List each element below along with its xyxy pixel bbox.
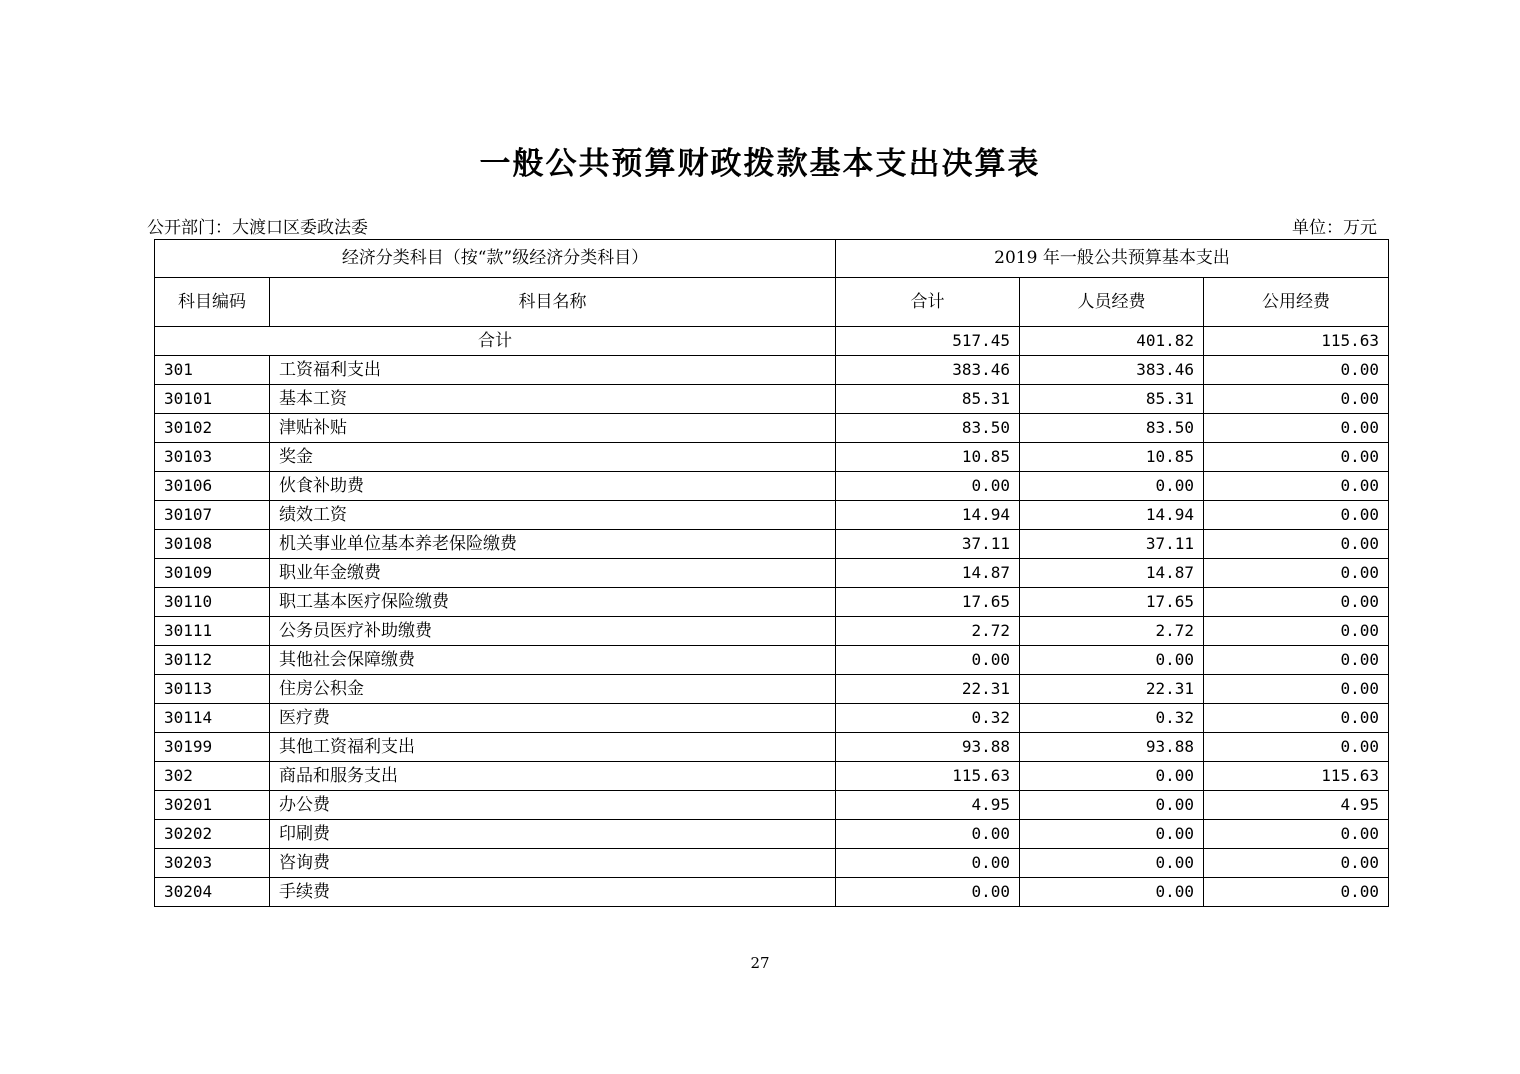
row-code: 302 — [155, 762, 270, 791]
row-personnel: 0.00 — [1020, 878, 1204, 907]
row-total: 0.00 — [836, 646, 1020, 675]
row-total: 14.94 — [836, 501, 1020, 530]
header-total: 合计 — [836, 278, 1020, 327]
row-public: 0.00 — [1204, 878, 1389, 907]
row-name: 公务员医疗补助缴费 — [270, 617, 836, 646]
row-name: 职业年金缴费 — [270, 559, 836, 588]
row-name: 商品和服务支出 — [270, 762, 836, 791]
row-public: 0.00 — [1204, 849, 1389, 878]
row-total: 0.00 — [836, 878, 1020, 907]
row-total: 383.46 — [836, 356, 1020, 385]
row-code: 30101 — [155, 385, 270, 414]
row-code: 30114 — [155, 704, 270, 733]
row-code: 30203 — [155, 849, 270, 878]
row-public: 0.00 — [1204, 356, 1389, 385]
row-public: 0.00 — [1204, 501, 1389, 530]
table-row — [155, 617, 1389, 646]
row-personnel: 37.11 — [1020, 530, 1204, 559]
row-total: 17.65 — [836, 588, 1020, 617]
table-row — [155, 356, 1389, 385]
table-row — [155, 646, 1389, 675]
row-name: 奖金 — [270, 443, 836, 472]
row-code: 30109 — [155, 559, 270, 588]
row-public: 0.00 — [1204, 704, 1389, 733]
row-code: 30202 — [155, 820, 270, 849]
row-personnel: 0.00 — [1020, 849, 1204, 878]
row-personnel: 14.87 — [1020, 559, 1204, 588]
row-name: 手续费 — [270, 878, 836, 907]
total-public: 115.63 — [1204, 327, 1389, 356]
table-row — [155, 791, 1389, 820]
row-personnel: 85.31 — [1020, 385, 1204, 414]
row-code: 301 — [155, 356, 270, 385]
row-public: 4.95 — [1204, 791, 1389, 820]
row-personnel: 83.50 — [1020, 414, 1204, 443]
row-name: 绩效工资 — [270, 501, 836, 530]
table-row — [155, 675, 1389, 704]
table-row — [155, 472, 1389, 501]
row-public: 0.00 — [1204, 443, 1389, 472]
header-economic-classification: 经济分类科目（按“款”级经济分类科目） — [155, 240, 836, 278]
department-label: 公开部门：大渡口区委政法委 — [147, 218, 368, 238]
total-amount: 517.45 — [836, 327, 1020, 356]
table-row — [155, 414, 1389, 443]
header-basic-expenditure: 2019 年一般公共预算基本支出 — [836, 240, 1389, 278]
header-group-row — [155, 240, 1389, 278]
row-public: 0.00 — [1204, 675, 1389, 704]
table-row — [155, 443, 1389, 472]
row-code: 30107 — [155, 501, 270, 530]
table-row — [155, 530, 1389, 559]
row-total: 115.63 — [836, 762, 1020, 791]
row-name: 津贴补贴 — [270, 414, 836, 443]
table-row — [155, 878, 1389, 907]
table-row — [155, 820, 1389, 849]
row-public: 115.63 — [1204, 762, 1389, 791]
row-total: 0.32 — [836, 704, 1020, 733]
row-code: 30113 — [155, 675, 270, 704]
row-name: 其他社会保障缴费 — [270, 646, 836, 675]
row-personnel: 14.94 — [1020, 501, 1204, 530]
row-public: 0.00 — [1204, 385, 1389, 414]
row-public: 0.00 — [1204, 530, 1389, 559]
table-row — [155, 385, 1389, 414]
row-total: 37.11 — [836, 530, 1020, 559]
row-personnel: 0.00 — [1020, 791, 1204, 820]
row-code: 30112 — [155, 646, 270, 675]
row-personnel: 0.00 — [1020, 646, 1204, 675]
row-personnel: 0.00 — [1020, 762, 1204, 791]
row-personnel: 10.85 — [1020, 443, 1204, 472]
row-name: 住房公积金 — [270, 675, 836, 704]
row-code: 30102 — [155, 414, 270, 443]
table-row — [155, 559, 1389, 588]
row-name: 医疗费 — [270, 704, 836, 733]
row-public: 0.00 — [1204, 733, 1389, 762]
row-public: 0.00 — [1204, 588, 1389, 617]
page-number: 27 — [750, 954, 770, 972]
row-personnel: 0.00 — [1020, 472, 1204, 501]
row-total: 0.00 — [836, 820, 1020, 849]
row-personnel: 383.46 — [1020, 356, 1204, 385]
row-code: 30204 — [155, 878, 270, 907]
unit-label: 单位：万元 — [1292, 218, 1377, 238]
row-public: 0.00 — [1204, 472, 1389, 501]
row-public: 0.00 — [1204, 559, 1389, 588]
row-name: 咨询费 — [270, 849, 836, 878]
header-column-row — [155, 278, 1389, 327]
row-name: 基本工资 — [270, 385, 836, 414]
row-code: 30106 — [155, 472, 270, 501]
row-total: 10.85 — [836, 443, 1020, 472]
row-name: 其他工资福利支出 — [270, 733, 836, 762]
row-personnel: 0.00 — [1020, 820, 1204, 849]
row-public: 0.00 — [1204, 414, 1389, 443]
row-public: 0.00 — [1204, 646, 1389, 675]
row-code: 30103 — [155, 443, 270, 472]
row-code: 30111 — [155, 617, 270, 646]
table-row — [155, 588, 1389, 617]
table-row — [155, 849, 1389, 878]
table-row — [155, 733, 1389, 762]
total-label: 合计 — [155, 327, 836, 356]
header-personnel: 人员经费 — [1020, 278, 1204, 327]
row-name: 职工基本医疗保险缴费 — [270, 588, 836, 617]
total-personnel: 401.82 — [1020, 327, 1204, 356]
row-personnel: 17.65 — [1020, 588, 1204, 617]
row-total: 22.31 — [836, 675, 1020, 704]
row-total: 93.88 — [836, 733, 1020, 762]
table-row — [155, 501, 1389, 530]
row-total: 0.00 — [836, 472, 1020, 501]
page-title: 一般公共预算财政拨款基本支出决算表 — [479, 146, 1041, 182]
row-total: 0.00 — [836, 849, 1020, 878]
row-name: 办公费 — [270, 791, 836, 820]
row-total: 14.87 — [836, 559, 1020, 588]
row-total: 83.50 — [836, 414, 1020, 443]
row-personnel: 93.88 — [1020, 733, 1204, 762]
header-name: 科目名称 — [270, 278, 836, 327]
row-personnel: 22.31 — [1020, 675, 1204, 704]
row-name: 伙食补助费 — [270, 472, 836, 501]
row-personnel: 0.32 — [1020, 704, 1204, 733]
header-public: 公用经费 — [1204, 278, 1389, 327]
budget-table — [154, 239, 1389, 907]
row-code: 30110 — [155, 588, 270, 617]
row-name: 印刷费 — [270, 820, 836, 849]
header-code: 科目编码 — [155, 278, 270, 327]
row-personnel: 2.72 — [1020, 617, 1204, 646]
total-row — [155, 327, 1389, 356]
row-name: 机关事业单位基本养老保险缴费 — [270, 530, 836, 559]
row-public: 0.00 — [1204, 820, 1389, 849]
row-code: 30201 — [155, 791, 270, 820]
table-row — [155, 762, 1389, 791]
table-row — [155, 704, 1389, 733]
row-public: 0.00 — [1204, 617, 1389, 646]
row-code: 30108 — [155, 530, 270, 559]
row-total: 2.72 — [836, 617, 1020, 646]
row-total: 85.31 — [836, 385, 1020, 414]
row-code: 30199 — [155, 733, 270, 762]
row-name: 工资福利支出 — [270, 356, 836, 385]
row-total: 4.95 — [836, 791, 1020, 820]
